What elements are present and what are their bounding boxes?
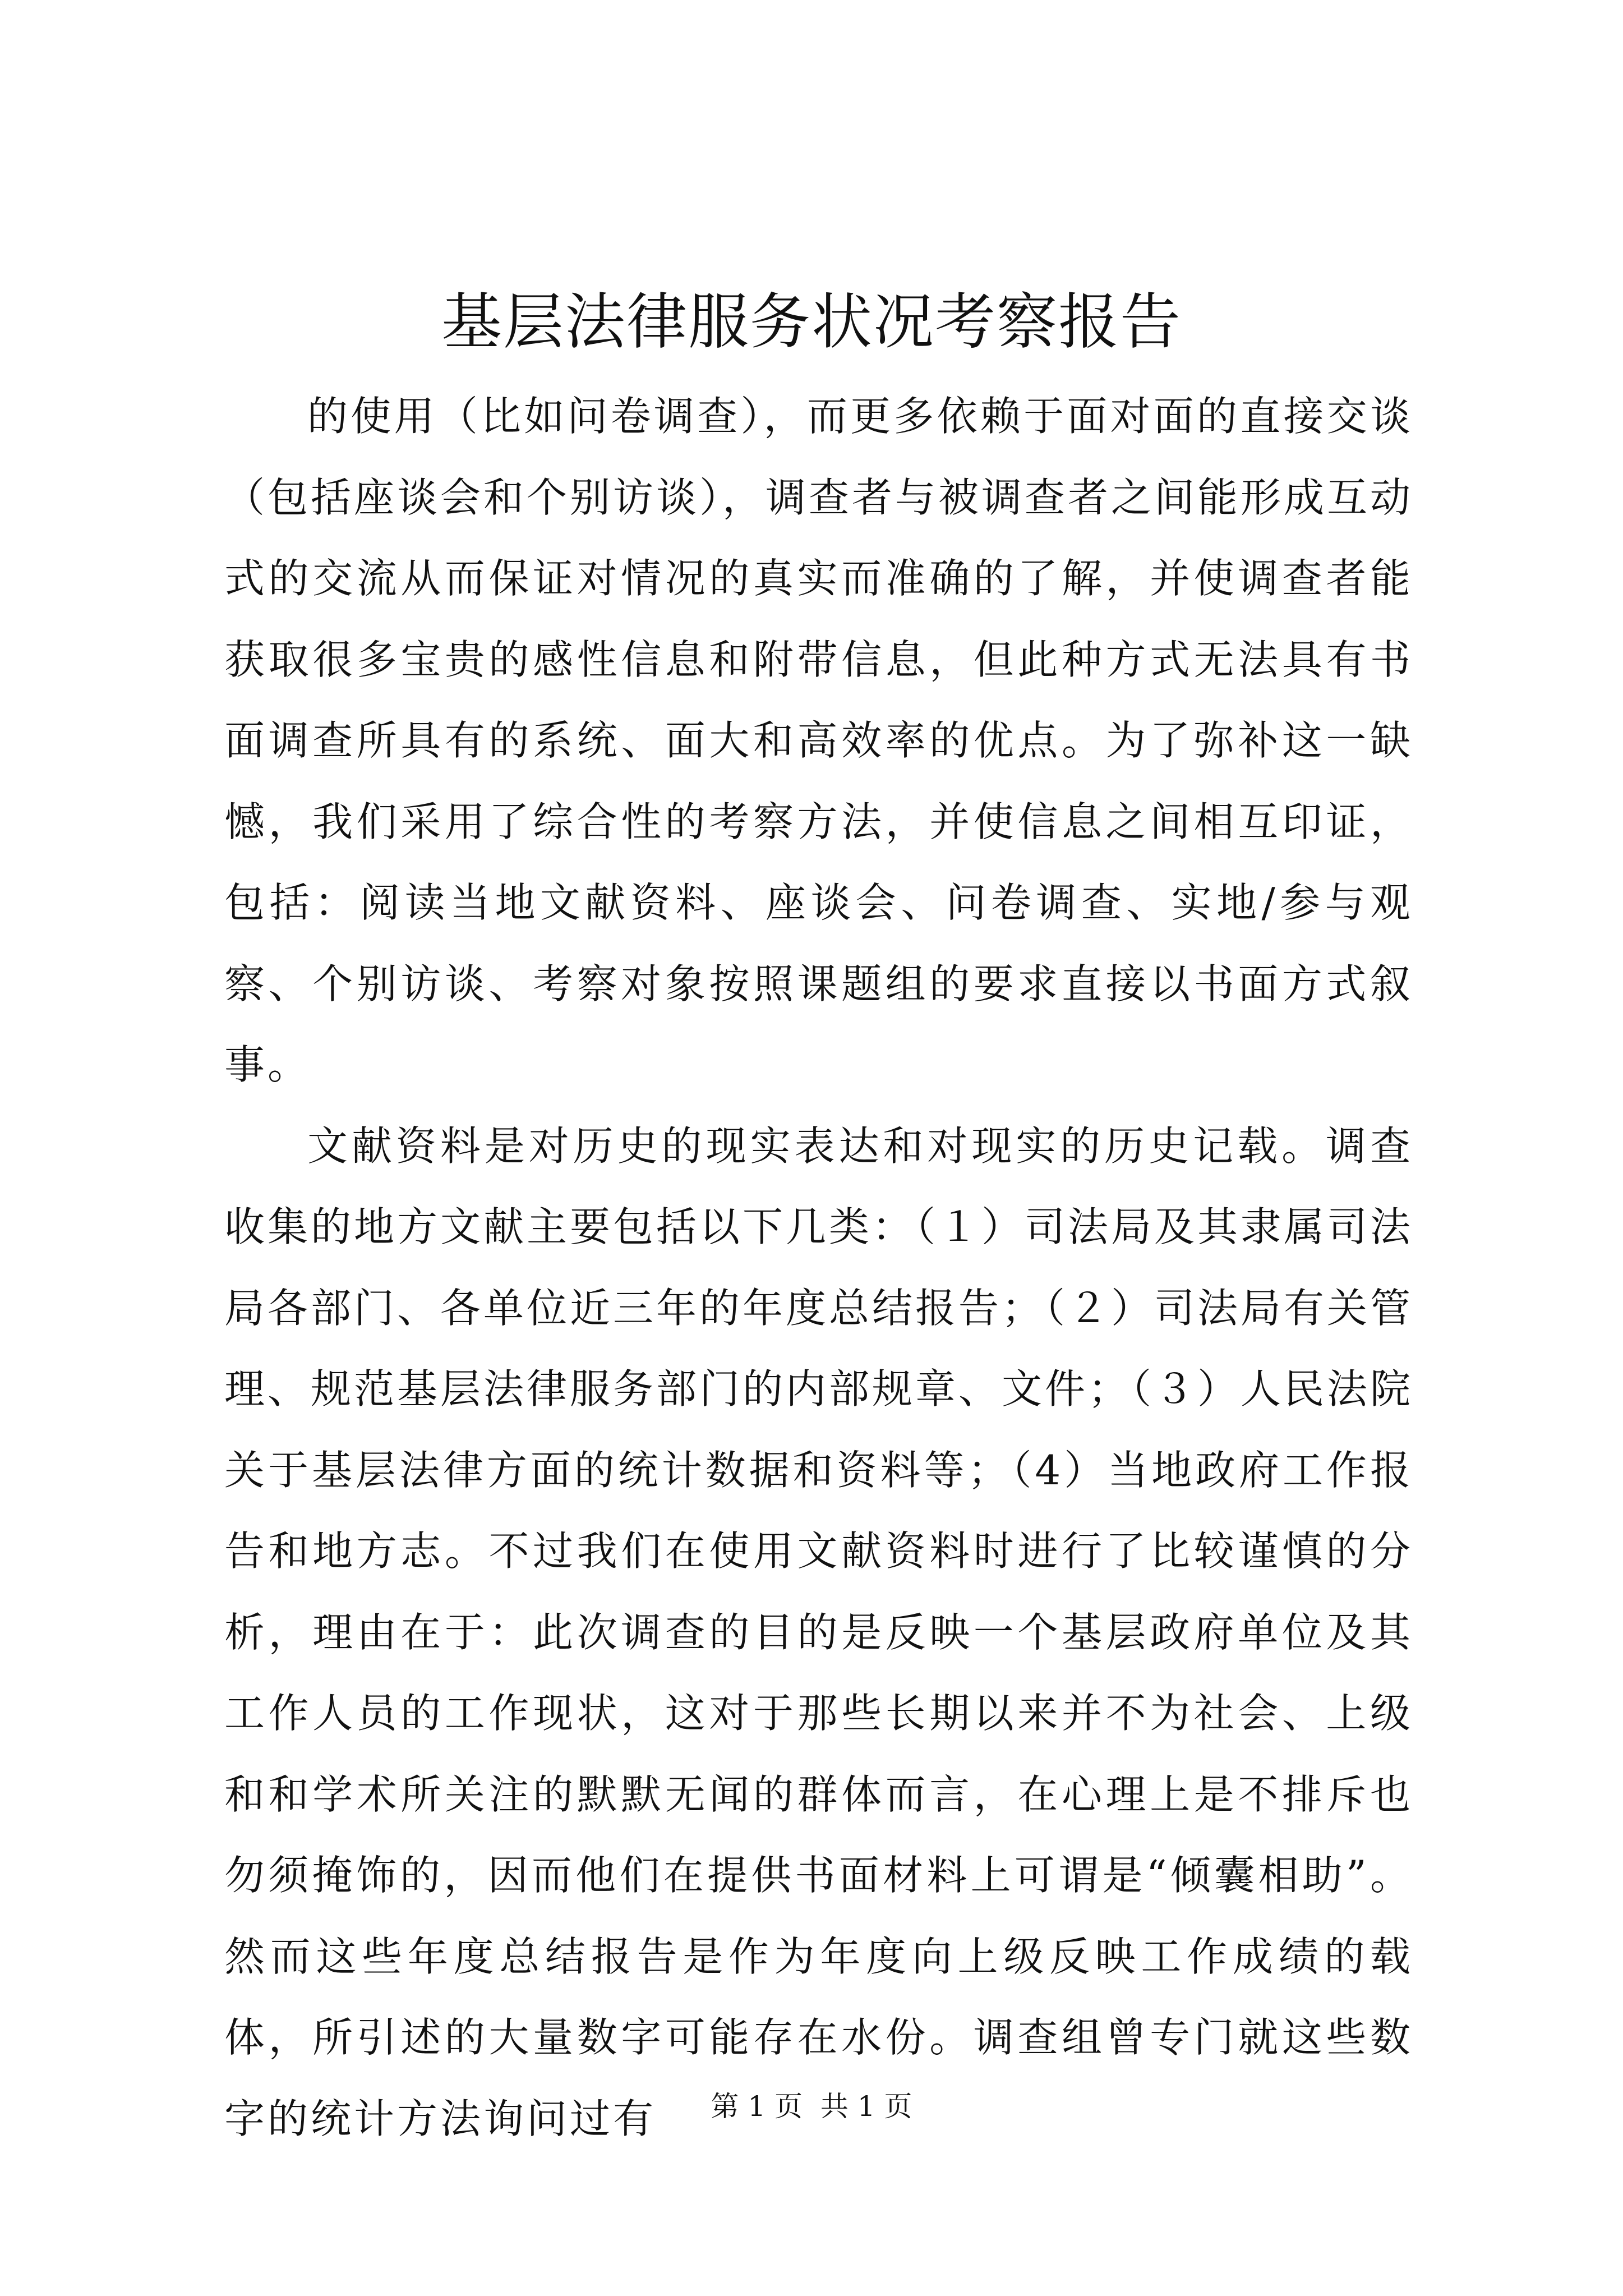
document-title: 基层法律服务状况考察报告	[441, 287, 1182, 357]
page-number: 第 1 页 共 1 页	[711, 2090, 912, 2123]
paragraph: 文献资料是对历史的现实表达和对现实的历史记载。调查收集的地方文献主要包括以下几类：（１）司法局及其隶属司法局各部门、各单位近三年的年度总结报告；（２）司法局有关管理、规范基层法律服务部门的内部规章、文件；（３）人民法院关于基层法律方面的统计数据和资料等；（4）当地政府工作报告和地方志。不过我们在使用文献资料时进行了比较谨慎的分析，理由在于：此次调查的目的是反映一个基层政府单位及其工作人员的工作现状，这对于那些长期以来并不为社会、上级和和学术所关注的默默无闻的群体而言，在心理上是不排斥也勿须掩饰的，因而他们在提供书面材料上可谓是“倾囊相助”。然而这些年度总结报告是作为年度向上级反映工作成绩的载体，所引述的大量数字可能存在水份。调查组曾专门就这些数字的统计方法询问过有	[224, 1122, 1414, 2142]
page-footer	[0, 2087, 1623, 2126]
document-body	[224, 376, 1413, 2159]
paragraph: 的使用（比如问卷调查），而更多依赖于面对面的直接交谈（包括座谈会和个别访谈），调查者与被调查者之间能形成互动式的交流从而保证对情况的真实而准确的了解，并使调查者能获取很多宝贵的感性信息和附带信息，但此种方式无法具有书面调查所具有的系统、面大和高效率的优点。为了弥补这一缺憾，我们采用了综合性的考察方法，并使信息之间相互印证，包括：阅读当地文献资料、座谈会、问卷调查、实地/参与观察、个别访谈、考察对象按照课题组的要求直接以书面方式叙事。	[224, 393, 1414, 1088]
